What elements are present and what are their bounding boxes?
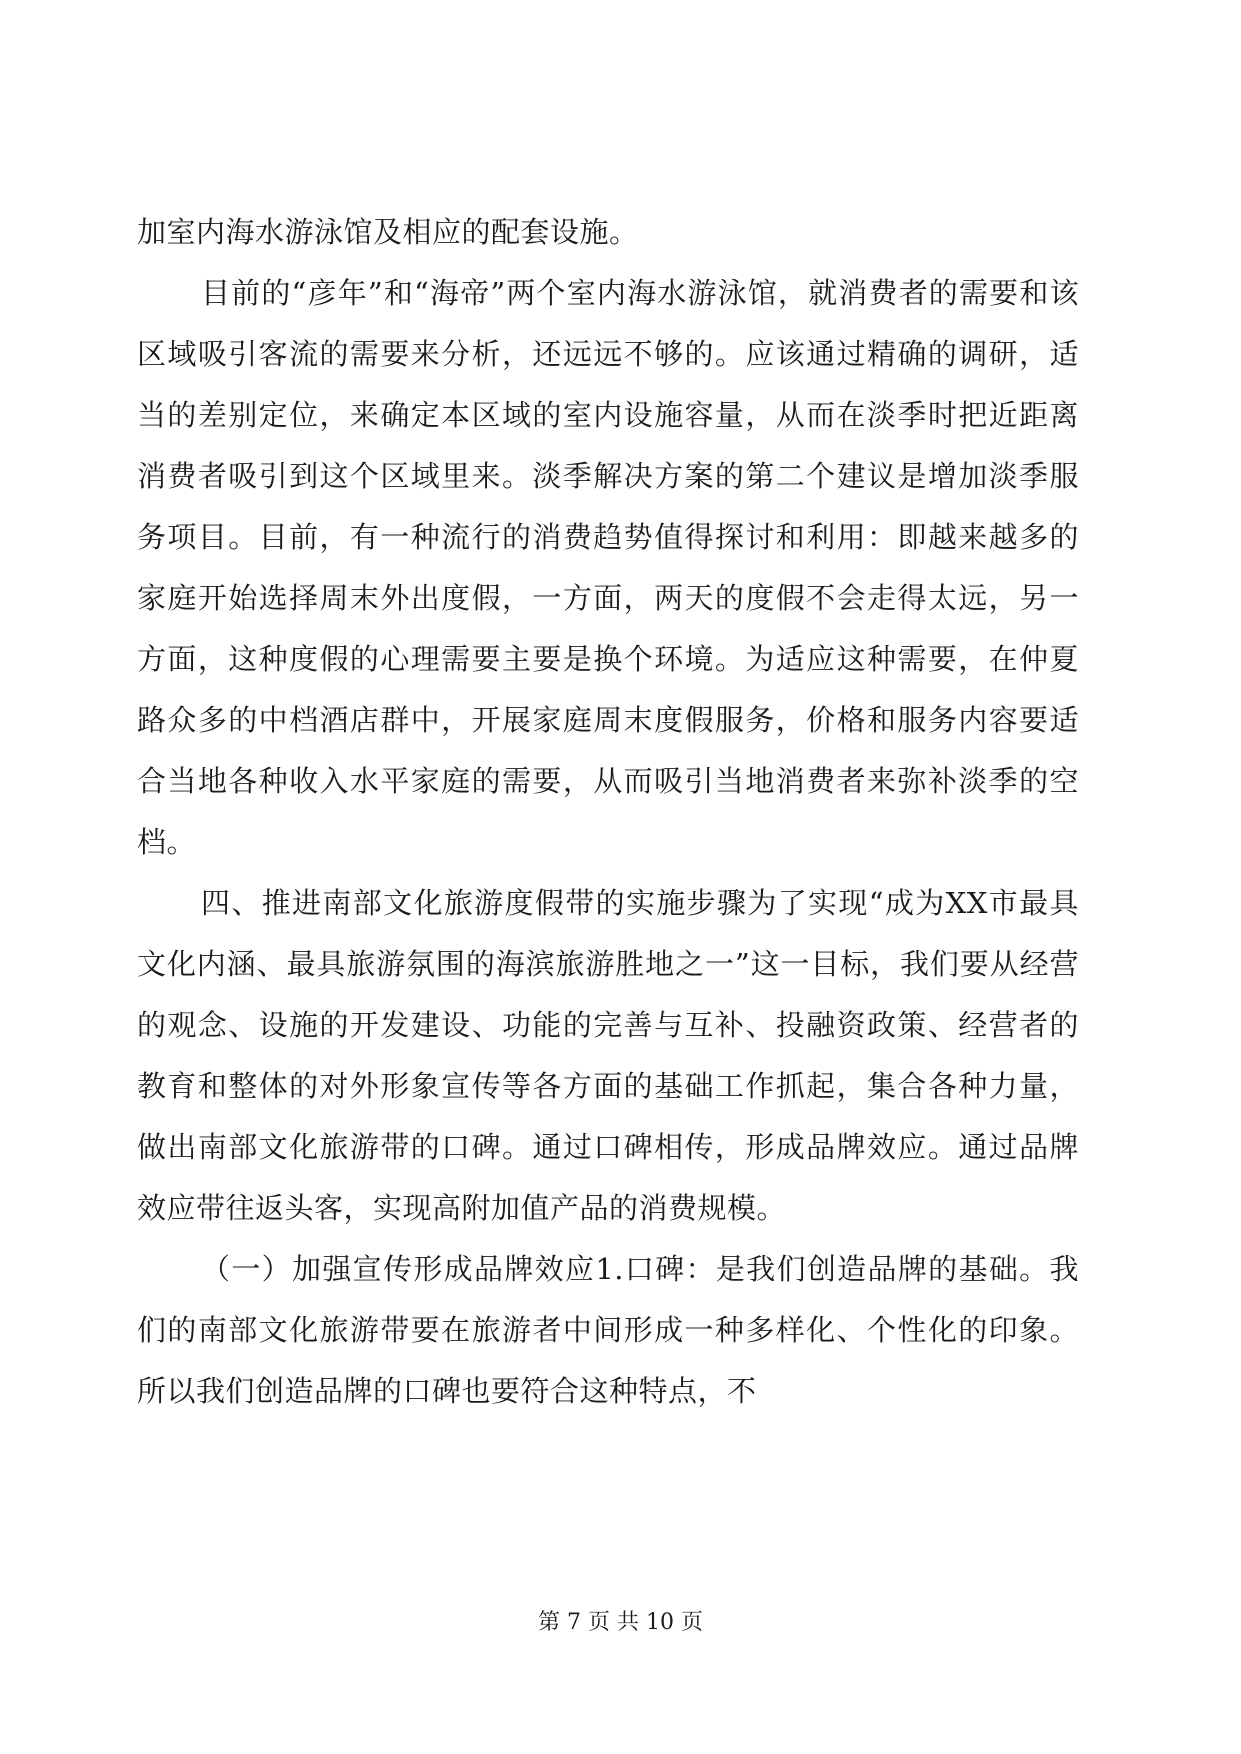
paragraph-continuation: 加室内海水游泳馆及相应的配套设施。 [137, 215, 639, 249]
body-text [137, 202, 1079, 1422]
page-number-footer: 第 7 页 共 10 页 [538, 1610, 703, 1635]
paragraph-implementation-steps: 四、推进南部文化旅游度假带的实施步骤为了实现“成为XX市最具文化内涵、最具旅游氛围的海滨旅游胜地之一”这一目标，我们要从经营的观念、设施的开发建设、功能的完善与互补、投融资政策、经营者的教育和整体的对外形象宣传等各方面的基础工作抓起，集合各种力量，做出南部文化旅游带的口碑。通过口碑相传，形成品牌效应。通过品牌效应带往返头客，实现高附加值产品的消费规模。 [137, 886, 1079, 1225]
paragraph-indoor-facilities: 目前的“彦年”和“海帝”两个室内海水游泳馆，就消费者的需要和该区域吸引客流的需要来分析，还远远不够的。应该通过精确的调研，适当的差别定位，来确定本区域的室内设施容量，从而在淡季时把近距离消费者吸引到这个区域里来。淡季解决方案的第二个建议是增加淡季服务项目。目前，有一种流行的消费趋势值得探讨和利用：即越来越多的家庭开始选择周末外出度假，一方面，两天的度假不会走得太远，另一方面，这种度假的心理需要主要是换个环境。为适应这种需要，在仲夏路众多的中档酒店群中，开展家庭周末度假服务，价格和服务内容要适合当地各种收入水平家庭的需要，从而吸引当地消费者来弥补淡季的空档。 [137, 276, 1079, 859]
paragraph-brand-promotion: （一）加强宣传形成品牌效应1.口碑：是我们创造品牌的基础。我们的南部文化旅游带要在旅游者中间形成一种多样化、个性化的印象。所以我们创造品牌的口碑也要符合这种特点，不 [137, 1252, 1079, 1408]
